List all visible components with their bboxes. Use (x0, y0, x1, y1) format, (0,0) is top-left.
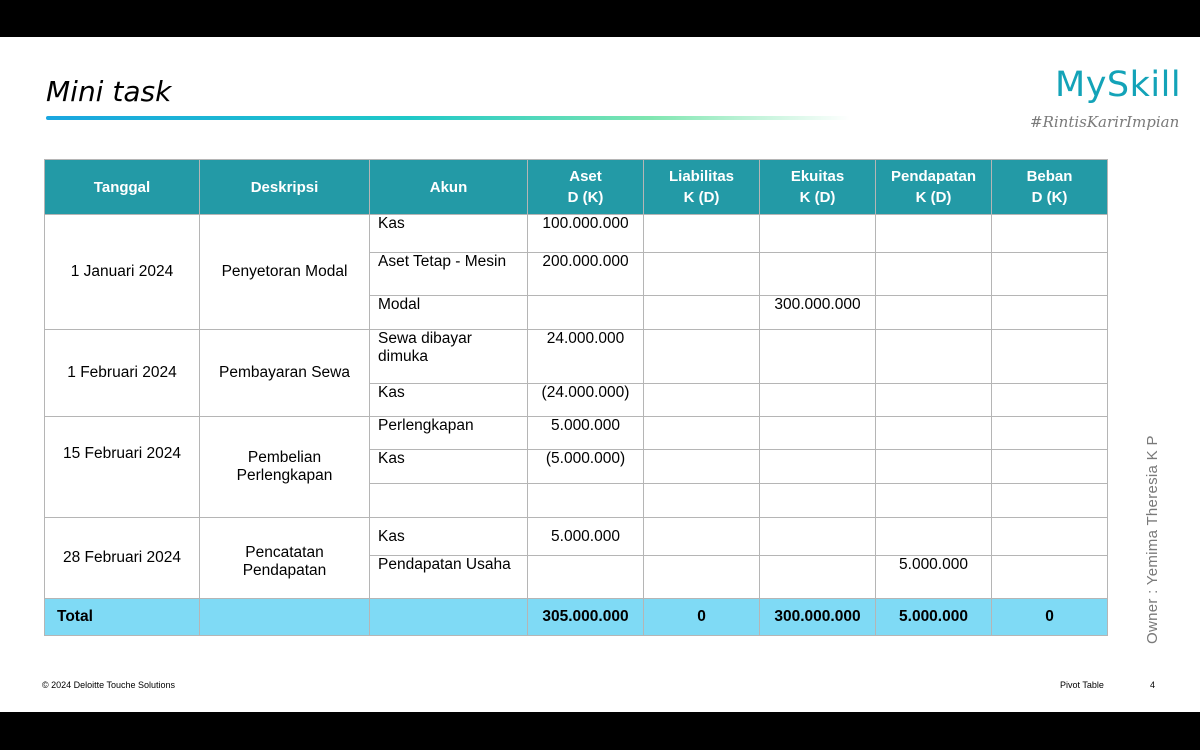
cell-pendapatan (876, 417, 992, 450)
total-row (45, 599, 1108, 636)
cell-ekuitas (760, 384, 876, 417)
cell-akun: Pendapatan Usaha (370, 556, 528, 599)
table-header-row (45, 160, 1108, 215)
cell-beban (992, 296, 1108, 330)
cell-akun: Kas (370, 450, 528, 484)
footer-section: Pivot Table (1060, 680, 1104, 690)
total-pendapatan: 5.000.000 (876, 599, 992, 636)
cell-liabilitas (644, 518, 760, 556)
cell-liabilitas (644, 384, 760, 417)
cell-liabilitas (644, 556, 760, 599)
owner-credit: Owner : Yemima Theresia K P (1144, 435, 1161, 644)
title-underline (46, 116, 850, 120)
cell-ekuitas (760, 253, 876, 296)
cell-ekuitas (760, 215, 876, 253)
total-beban: 0 (992, 599, 1108, 636)
header-akun: Akun (370, 160, 528, 215)
cell-liabilitas (644, 417, 760, 450)
cell-tanggal: 1 Januari 2024 (45, 215, 200, 330)
header-ekuitas: Ekuitas K (D) (760, 160, 876, 215)
total-aset: 305.000.000 (528, 599, 644, 636)
slide-title: Mini task (46, 75, 172, 108)
cell-tanggal: 28 Februari 2024 (45, 518, 200, 599)
cell-deskripsi: Pembelian Perlengkapan (200, 417, 370, 518)
header-pendapatan: Pendapatan K (D) (876, 160, 992, 215)
cell-aset: 5.000.000 (528, 417, 644, 450)
cell-beban (992, 417, 1108, 450)
cell-liabilitas (644, 296, 760, 330)
cell-deskripsi: Pembayaran Sewa (200, 330, 370, 417)
header-beban: Beban D (K) (992, 160, 1108, 215)
cell-pendapatan (876, 484, 992, 518)
total-akun (370, 599, 528, 636)
slide (0, 37, 1200, 712)
cell-liabilitas (644, 450, 760, 484)
cell-beban (992, 253, 1108, 296)
cell-aset: 200.000.000 (528, 253, 644, 296)
total-label: Total (45, 599, 200, 636)
header-tanggal: Tanggal (45, 160, 200, 215)
cell-tanggal: 15 Februari 2024 (45, 417, 200, 518)
cell-aset: (5.000.000) (528, 450, 644, 484)
cell-akun: Kas (370, 384, 528, 417)
cell-tanggal: 1 Februari 2024 (45, 330, 200, 417)
cell-ekuitas (760, 484, 876, 518)
top-letterbox (0, 0, 1200, 37)
brand-logo: MySkill (1055, 65, 1182, 105)
cell-aset (528, 556, 644, 599)
page-number: 4 (1150, 680, 1156, 690)
header-deskripsi: Deskripsi (200, 160, 370, 215)
total-ekuitas: 300.000.000 (760, 599, 876, 636)
cell-ekuitas (760, 330, 876, 384)
cell-pendapatan (876, 253, 992, 296)
cell-pendapatan: 5.000.000 (876, 556, 992, 599)
cell-pendapatan (876, 215, 992, 253)
bottom-letterbox (0, 712, 1200, 750)
brand-tagline: #RintisKarirImpian (1030, 113, 1180, 131)
table-row (45, 417, 1108, 450)
table-row (45, 518, 1108, 556)
cell-beban (992, 518, 1108, 556)
footer-copyright: © 2024 Deloitte Touche Solutions (42, 680, 176, 690)
cell-ekuitas: 300.000.000 (760, 296, 876, 330)
cell-beban (992, 215, 1108, 253)
cell-akun (370, 484, 528, 518)
cell-liabilitas (644, 215, 760, 253)
cell-pendapatan (876, 296, 992, 330)
cell-deskripsi: Pencatatan Pendapatan (200, 518, 370, 599)
cell-beban (992, 330, 1108, 384)
cell-akun: Sewa dibayar dimuka (370, 330, 528, 384)
cell-beban (992, 556, 1108, 599)
cell-pendapatan (876, 330, 992, 384)
cell-pendapatan (876, 384, 992, 417)
cell-pendapatan (876, 450, 992, 484)
total-liabilitas: 0 (644, 599, 760, 636)
cell-ekuitas (760, 450, 876, 484)
cell-liabilitas (644, 484, 760, 518)
cell-aset: 5.000.000 (528, 518, 644, 556)
cell-ekuitas (760, 417, 876, 450)
cell-aset: 100.000.000 (528, 215, 644, 253)
cell-liabilitas (644, 330, 760, 384)
table-row (45, 330, 1108, 384)
journal-table (44, 159, 1108, 636)
cell-akun: Perlengkapan (370, 417, 528, 450)
cell-aset: 24.000.000 (528, 330, 644, 384)
cell-aset: (24.000.000) (528, 384, 644, 417)
cell-ekuitas (760, 518, 876, 556)
cell-ekuitas (760, 556, 876, 599)
cell-beban (992, 484, 1108, 518)
cell-pendapatan (876, 518, 992, 556)
total-deskripsi (200, 599, 370, 636)
cell-akun: Kas (370, 518, 528, 556)
cell-aset (528, 484, 644, 518)
cell-akun: Modal (370, 296, 528, 330)
header-aset: Aset D (K) (528, 160, 644, 215)
table-row (45, 215, 1108, 253)
cell-beban (992, 384, 1108, 417)
cell-akun: Aset Tetap - Mesin (370, 253, 528, 296)
cell-beban (992, 450, 1108, 484)
header-liabilitas: Liabilitas K (D) (644, 160, 760, 215)
cell-aset (528, 296, 644, 330)
cell-akun: Kas (370, 215, 528, 253)
cell-liabilitas (644, 253, 760, 296)
cell-deskripsi: Penyetoran Modal (200, 215, 370, 330)
